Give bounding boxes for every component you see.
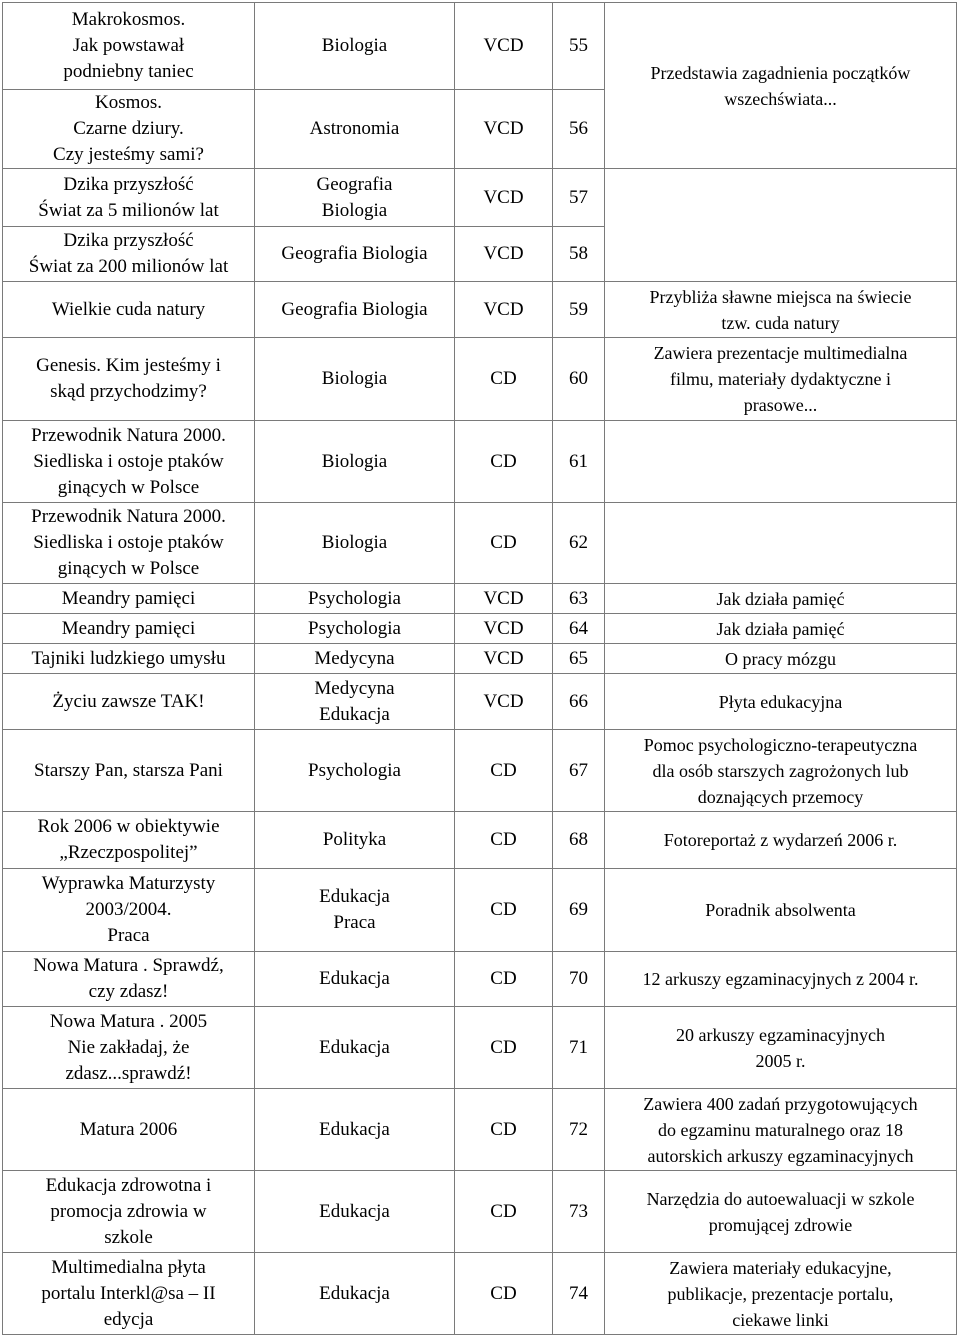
number-cell: 73: [553, 1171, 605, 1253]
description-cell: Fotoreportaż z wydarzeń 2006 r.: [605, 812, 957, 869]
title-cell: Edukacja zdrowotna i promocja zdrowia w szkole: [3, 1171, 255, 1253]
medium-cell: VCD: [455, 3, 553, 90]
title-cell: Nowa Matura . Sprawdź, czy zdasz!: [3, 952, 255, 1007]
title-cell: Przewodnik Natura 2000. Siedliska i ostoje ptaków ginących w Polsce: [3, 421, 255, 503]
table-row: [3, 421, 957, 503]
description-cell: [605, 503, 957, 584]
description-cell: Przybliża sławne miejsca na świecie tzw. cuda natury: [605, 282, 957, 338]
table-row: [3, 1171, 957, 1253]
medium-cell: CD: [455, 869, 553, 952]
title-cell: Makrokosmos. Jak powstawał podniebny taniec: [3, 3, 255, 90]
subject-cell: Edukacja: [255, 952, 455, 1007]
medium-cell: CD: [455, 1253, 553, 1335]
table-row: [3, 1253, 957, 1335]
description-cell: [605, 421, 957, 503]
medium-cell: CD: [455, 338, 553, 421]
number-cell: 74: [553, 1253, 605, 1335]
number-cell: 67: [553, 730, 605, 812]
title-cell: Wielkie cuda natury: [3, 282, 255, 338]
description-cell: 20 arkuszy egzaminacyjnych 2005 r.: [605, 1007, 957, 1089]
table-row: [3, 584, 957, 614]
table-row: [3, 614, 957, 644]
number-cell: 59: [553, 282, 605, 338]
catalog-table: [2, 2, 957, 1335]
title-cell: Starszy Pan, starsza Pani: [3, 730, 255, 812]
number-cell: 61: [553, 421, 605, 503]
number-cell: 69: [553, 869, 605, 952]
subject-cell: Geografia Biologia: [255, 169, 455, 227]
title-cell: Meandry pamięci: [3, 614, 255, 644]
table-row: [3, 1007, 957, 1089]
subject-cell: Biologia: [255, 503, 455, 584]
title-cell: Przewodnik Natura 2000. Siedliska i ostoje ptaków ginących w Polsce: [3, 503, 255, 584]
medium-cell: VCD: [455, 614, 553, 644]
subject-cell: Edukacja Praca: [255, 869, 455, 952]
description-cell: Pomoc psychologiczno-terapeutyczna dla osób starszych zagrożonych lub doznających przemocy: [605, 730, 957, 812]
table-row: [3, 282, 957, 338]
number-cell: 57: [553, 169, 605, 227]
medium-cell: VCD: [455, 282, 553, 338]
description-cell: Płyta edukacyjna: [605, 674, 957, 730]
medium-cell: CD: [455, 1007, 553, 1089]
table-row: [3, 674, 957, 730]
catalog-body: [3, 3, 957, 1335]
medium-cell: CD: [455, 503, 553, 584]
subject-cell: Edukacja: [255, 1089, 455, 1171]
medium-cell: VCD: [455, 90, 553, 169]
title-cell: Matura 2006: [3, 1089, 255, 1171]
table-row: [3, 812, 957, 869]
medium-cell: CD: [455, 812, 553, 869]
description-cell: Zawiera prezentacje multimedialna filmu, materiały dydaktyczne i prasowe...: [605, 338, 957, 421]
medium-cell: CD: [455, 730, 553, 812]
description-cell: Jak działa pamięć: [605, 584, 957, 614]
title-cell: Dzika przyszłość Świat za 200 milionów lat: [3, 227, 255, 282]
number-cell: 62: [553, 503, 605, 584]
number-cell: 70: [553, 952, 605, 1007]
title-cell: Życiu zawsze TAK!: [3, 674, 255, 730]
table-row: [3, 730, 957, 812]
number-cell: 55: [553, 3, 605, 90]
subject-cell: Edukacja: [255, 1171, 455, 1253]
table-row: [3, 3, 957, 90]
subject-cell: Biologia: [255, 421, 455, 503]
title-cell: Genesis. Kim jesteśmy i skąd przychodzimy?: [3, 338, 255, 421]
title-cell: Rok 2006 w obiektywie „Rzeczpospolitej”: [3, 812, 255, 869]
subject-cell: Polityka: [255, 812, 455, 869]
description-cell: Zawiera 400 zadań przygotowujących do egzaminu maturalnego oraz 18 autorskich arkuszy egzaminacyjnych: [605, 1089, 957, 1171]
table-row: [3, 644, 957, 674]
number-cell: 65: [553, 644, 605, 674]
description-cell: Poradnik absolwenta: [605, 869, 957, 952]
number-cell: 71: [553, 1007, 605, 1089]
medium-cell: VCD: [455, 584, 553, 614]
medium-cell: CD: [455, 952, 553, 1007]
description-cell: O pracy mózgu: [605, 644, 957, 674]
subject-cell: Medycyna: [255, 644, 455, 674]
subject-cell: Biologia: [255, 338, 455, 421]
description-cell: Jak działa pamięć: [605, 614, 957, 644]
medium-cell: VCD: [455, 674, 553, 730]
title-cell: Nowa Matura . 2005 Nie zakładaj, że zdasz...sprawdź!: [3, 1007, 255, 1089]
subject-cell: Astronomia: [255, 90, 455, 169]
subject-cell: Medycyna Edukacja: [255, 674, 455, 730]
subject-cell: Edukacja: [255, 1253, 455, 1335]
number-cell: 56: [553, 90, 605, 169]
title-cell: Multimedialna płyta portalu Interkl@sa – II edycja: [3, 1253, 255, 1335]
table-row: [3, 338, 957, 421]
medium-cell: CD: [455, 421, 553, 503]
subject-cell: Biologia: [255, 3, 455, 90]
table-row: [3, 503, 957, 584]
number-cell: 66: [553, 674, 605, 730]
description-cell: 12 arkuszy egzaminacyjnych z 2004 r.: [605, 952, 957, 1007]
subject-cell: Edukacja: [255, 1007, 455, 1089]
number-cell: 64: [553, 614, 605, 644]
medium-cell: CD: [455, 1089, 553, 1171]
subject-cell: Psychologia: [255, 730, 455, 812]
description-cell-empty: [605, 169, 957, 282]
medium-cell: VCD: [455, 644, 553, 674]
title-cell: Dzika przyszłość Świat za 5 milionów lat: [3, 169, 255, 227]
table-row: [3, 869, 957, 952]
table-row: [3, 169, 957, 227]
subject-cell: Geografia Biologia: [255, 227, 455, 282]
medium-cell: VCD: [455, 169, 553, 227]
title-cell: Meandry pamięci: [3, 584, 255, 614]
subject-cell: Psychologia: [255, 584, 455, 614]
number-cell: 68: [553, 812, 605, 869]
table-row: [3, 952, 957, 1007]
number-cell: 63: [553, 584, 605, 614]
medium-cell: CD: [455, 1171, 553, 1253]
number-cell: 60: [553, 338, 605, 421]
number-cell: 58: [553, 227, 605, 282]
description-cell: Przedstawia zagadnienia początków wszechświata...: [605, 3, 957, 169]
title-cell: Wyprawka Maturzysty 2003/2004. Praca: [3, 869, 255, 952]
medium-cell: VCD: [455, 227, 553, 282]
subject-cell: Geografia Biologia: [255, 282, 455, 338]
number-cell: 72: [553, 1089, 605, 1171]
description-cell: Zawiera materiały edukacyjne, publikacje, prezentacje portalu, ciekawe linki: [605, 1253, 957, 1335]
title-cell: Kosmos. Czarne dziury. Czy jesteśmy sami?: [3, 90, 255, 169]
table-row: [3, 1089, 957, 1171]
title-cell: Tajniki ludzkiego umysłu: [3, 644, 255, 674]
subject-cell: Psychologia: [255, 614, 455, 644]
description-cell: Narzędzia do autoewaluacji w szkole promującej zdrowie: [605, 1171, 957, 1253]
